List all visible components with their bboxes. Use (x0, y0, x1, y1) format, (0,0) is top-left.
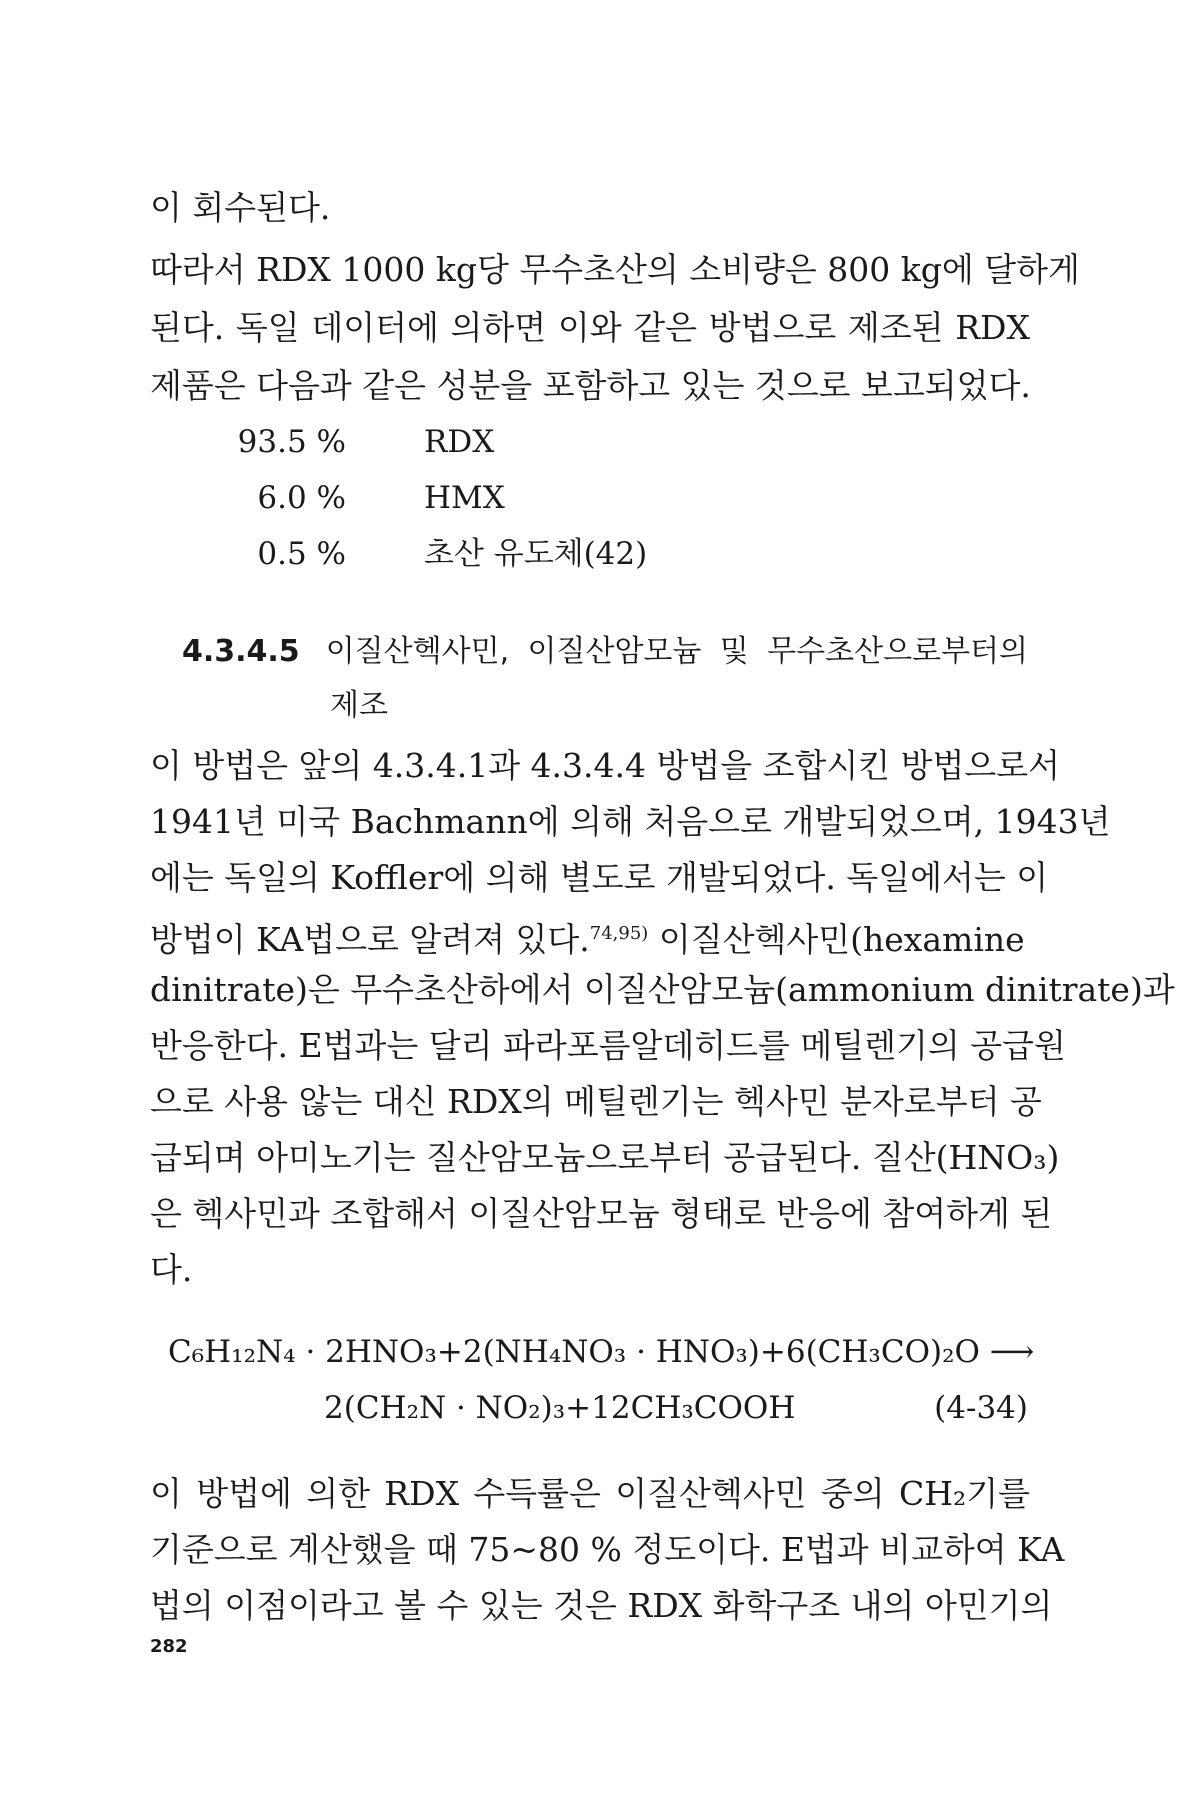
composition-row (226, 476, 505, 520)
text-line: 다. (150, 1250, 193, 1289)
composition-percent: 93.5 % (237, 424, 346, 460)
text-line: 이 회수된다. (150, 188, 331, 227)
text-segment: 방법이 KA법으로 알려져 있다. (150, 920, 590, 959)
text-line: 1941년 미국 Bachmann에 의해 처음으로 개발되었으며, 1943년 (150, 802, 1111, 841)
section-title: 이질산헥사민, 이질산암모늄 및 무수초산으로부터의 (325, 634, 1028, 669)
chemical-equation-line: 2(CH₂N · NO₂)₃+12CH₃COOH (324, 1390, 796, 1426)
composition-percent: 0.5 % (257, 536, 346, 572)
composition-component: HMX (424, 480, 505, 516)
text-line: dinitrate)은 무수초산하에서 이질산암모늄(ammonium dinitrate)과 (150, 970, 1175, 1009)
text-line: 제품은 다음과 같은 성분을 포함하고 있는 것으로 보고되었다. (150, 366, 1031, 405)
citation-superscript: 74,95) (589, 923, 649, 944)
text-line: 따라서 RDX 1000 kg당 무수초산의 소비량은 800 kg에 달하게 (150, 250, 1080, 289)
text-line: 이 방법은 앞의 4.3.4.1과 4.3.4.4 방법을 조합시킨 방법으로서 (150, 746, 1061, 785)
text-line: 기준으로 계산했을 때 75~80 % 정도이다. E법과 비교하여 KA (150, 1530, 1065, 1569)
text-line (150, 912, 1030, 962)
composition-component: RDX (424, 424, 495, 460)
text-line: 된다. 독일 데이터에 의하면 이와 같은 방법으로 제조된 RDX (150, 308, 1030, 347)
text-line: 급되며 아미노기는 질산암모늄으로부터 공급된다. 질산(HNO₃) (150, 1138, 1060, 1177)
text-line: 으로 사용 않는 대신 RDX의 메틸렌기는 헥사민 분자로부터 공 (150, 1082, 1042, 1121)
chemical-equation-line: C₆H₁₂N₄ · 2HNO₃+2(NH₄NO₃ · HNO₃)+6(CH₃CO)₂O ⟶ (168, 1334, 1035, 1370)
section-number: 4.3.4.5 (182, 634, 300, 669)
composition-component: 초산 유도체(42) (424, 536, 648, 572)
text-segment: 이질산헥사민(hexamine (648, 920, 1025, 959)
composition-row (226, 420, 494, 464)
composition-row (226, 532, 647, 576)
equation-number: (4-34) (934, 1390, 1028, 1426)
section-heading (182, 630, 1028, 674)
text-line: 이 방법에 의한 RDX 수득률은 이질산헥사민 중의 CH₂기를 (150, 1474, 1030, 1513)
composition-percent: 6.0 % (257, 480, 346, 516)
page-number: 282 (150, 1636, 188, 1657)
text-line: 반응한다. E법과는 달리 파라포름알데히드를 메틸렌기의 공급원 (150, 1026, 1066, 1065)
text-line: 에는 독일의 Koffler에 의해 별도로 개발되었다. 독일에서는 이 (150, 858, 1049, 897)
text-line: 법의 이점이라고 볼 수 있는 것은 RDX 화학구조 내의 아민기의 (150, 1586, 1053, 1625)
text-line: 은 헥사민과 조합해서 이질산암모늄 형태로 반응에 참여하게 된 (150, 1194, 1053, 1233)
section-title-continued: 제조 (330, 688, 388, 723)
